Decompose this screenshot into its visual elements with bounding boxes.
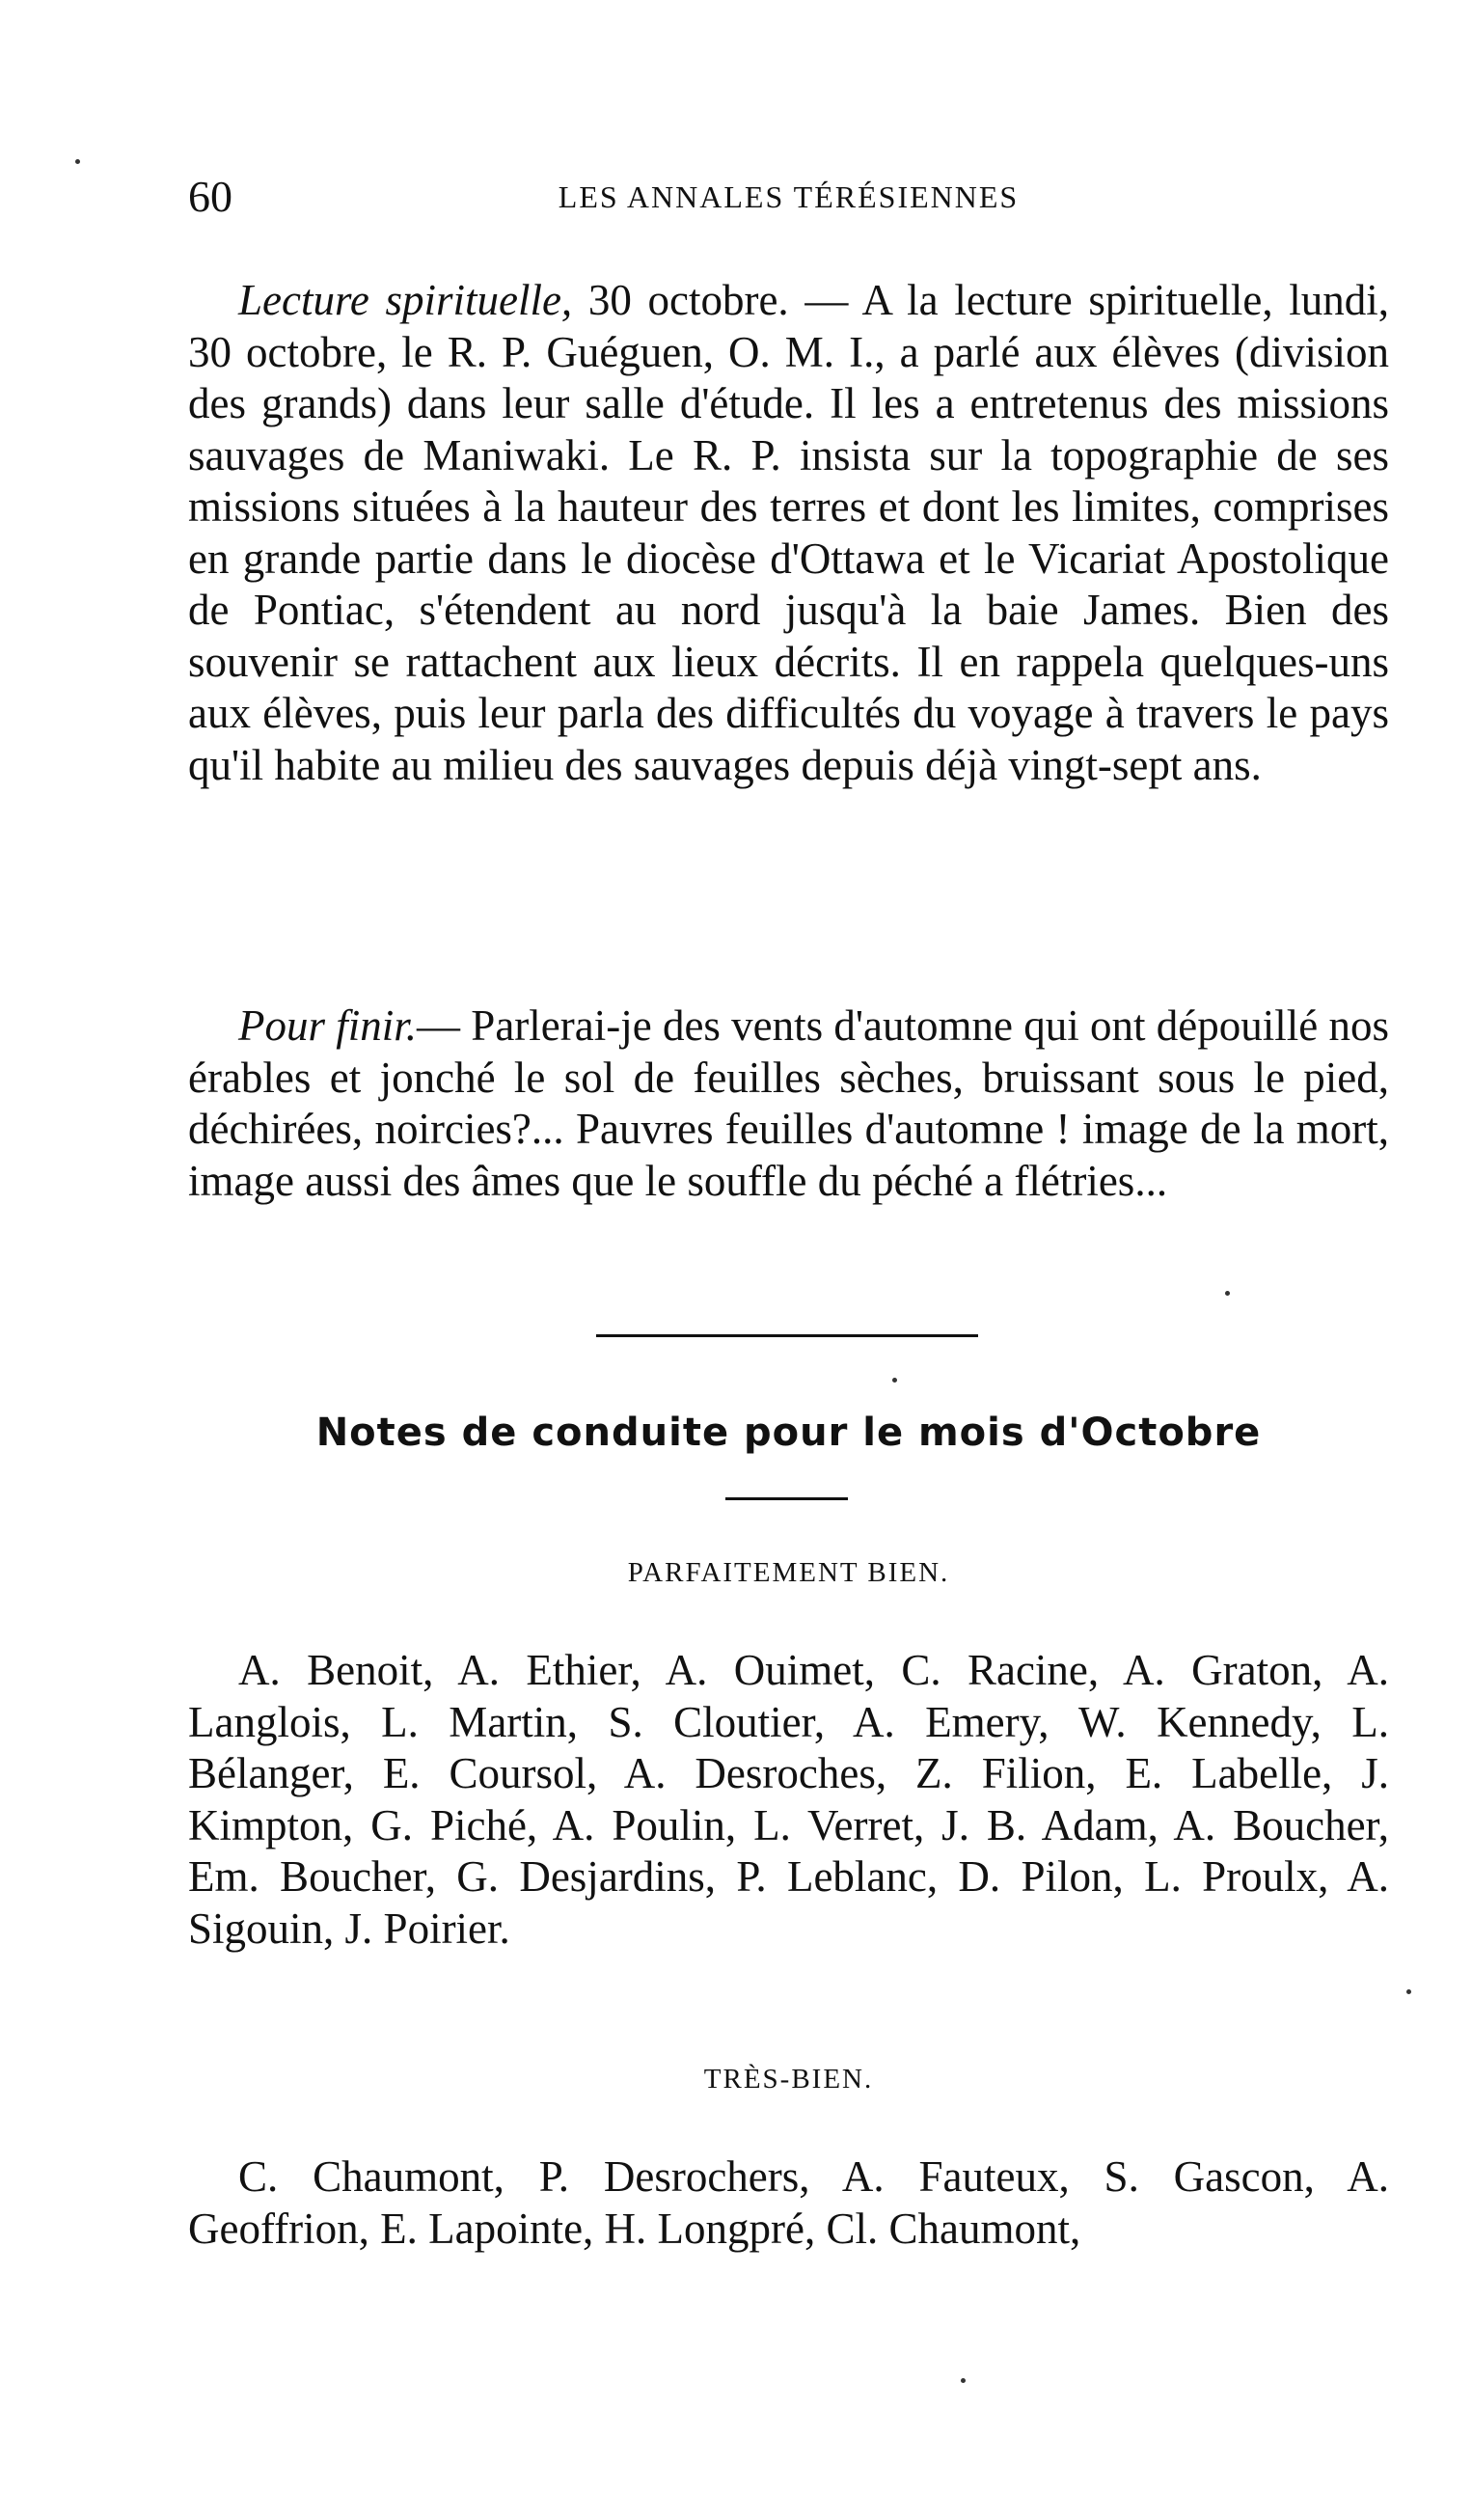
paragraph-lecture-spirituelle bbox=[188, 275, 1389, 791]
page-number: 60 bbox=[188, 172, 232, 221]
scan-speck bbox=[961, 2378, 966, 2383]
paragraph-text: — Parlerai-je des vents d'automne qui ont dépouillé nos érables et jonché le sol de feuilles sèches, bruissant sous le pied, déchirées, noircies?... Pauvres feuilles d'automne ! image de la mort, image aussi des âmes que le souffle du péché a flétries... bbox=[188, 1001, 1389, 1205]
section-title: Notes de conduite pour le mois d'Octobre bbox=[315, 1411, 1262, 1455]
running-title: LES ANNALES TÉRÉSIENNES bbox=[558, 179, 1020, 214]
paragraph-text: 30 octobre. — A la lecture spirituelle, lundi, 30 octobre, le R. P. Guéguen, O. M. I., a parlé aux élèves (division des grands) dans leur salle d'étude. Il les a entretenus des missions sauvages de Maniwaki. Le R. P. insista sur la topographie de ses missions situées à la hauteur des terres et dont les limites, comprises en grande partie dans le diocèse d'Ottawa et le Vicariat Apostolique de Pontiac, s'étendent au nord jusqu'à la baie James. Bien des souvenir se rattachent aux lieux décrits. Il en rappela quelques-uns aux élèves, puis leur parla des difficultés du voyage à travers le pays qu'il habite au milieu des sauvages depuis déjà vingt-sept ans. bbox=[188, 276, 1389, 789]
paragraph-pour-finir bbox=[188, 1000, 1389, 1207]
title-underline bbox=[725, 1497, 848, 1500]
names-list-parfaitement-bien: A. Benoit, A. Ethier, A. Ouimet, C. Racine, A. Graton, A. Langlois, L. Martin, S. Cloutier, A. Emery, W. Kennedy, L. Bélanger, E. Coursol, A. Desroches, Z. Filion, E. Labelle, J. Kimpton, G. Piché, A. Poulin, L. Verret, J. B. Adam, A. Boucher, Em. Boucher, G. Desjardins, P. Leblanc, D. Pilon, L. Proulx, A. Sigouin, J. Poirier. bbox=[188, 1646, 1389, 1953]
group-heading-parfaitement-bien: PARFAITEMENT BIEN. bbox=[627, 1557, 950, 1588]
page-header bbox=[188, 172, 1389, 222]
section-divider bbox=[596, 1334, 978, 1337]
scan-speck bbox=[1406, 1989, 1411, 1994]
paragraph-lead: Lecture spirituelle, bbox=[238, 276, 573, 324]
paragraph-lead: Pour finir. bbox=[238, 1001, 418, 1050]
scan-speck bbox=[75, 159, 80, 164]
scan-speck bbox=[1225, 1291, 1230, 1296]
names-list-tres-bien: C. Chaumont, P. Desrochers, A. Fauteux, S. Gascon, A. Geoffrion, E. Lapointe, H. Longpré, Cl. Chaumont, bbox=[188, 2152, 1389, 2253]
scan-speck bbox=[892, 1378, 897, 1383]
group-heading-tres-bien: TRÈS-BIEN. bbox=[703, 2064, 874, 2095]
